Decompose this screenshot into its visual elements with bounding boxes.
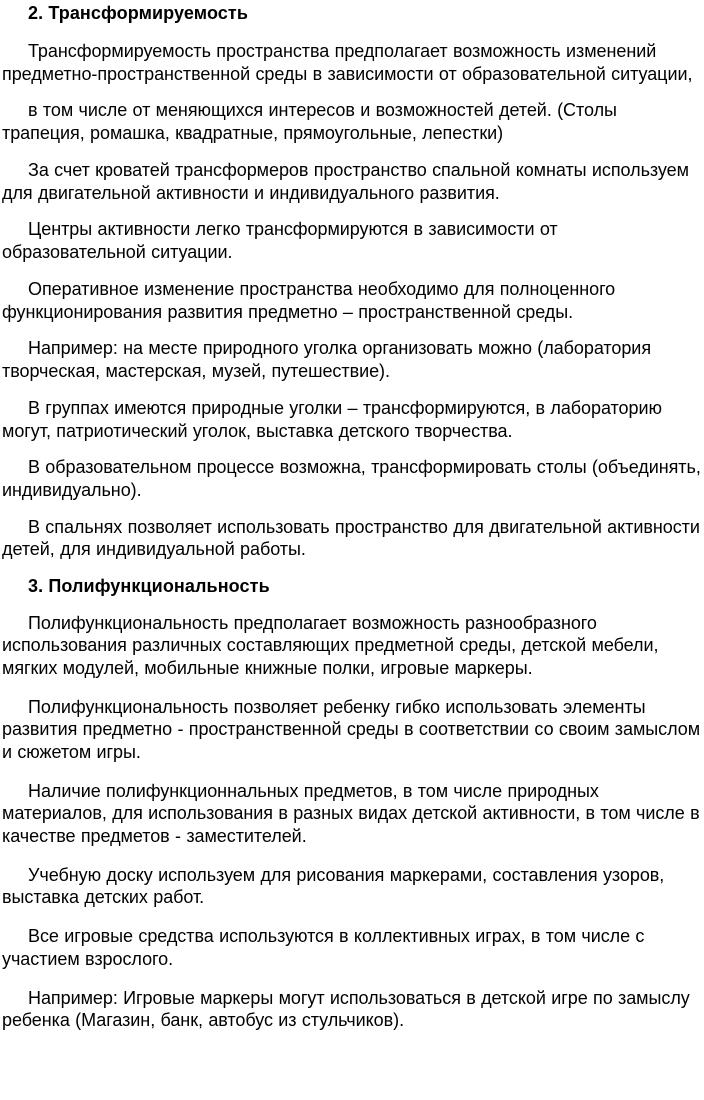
paragraph: Наличие полифункционнальных предметов, в том числе природных материалов, для использования в разных видах детской активности, в том числе в качестве предметов - заместителей.: [2, 780, 700, 846]
paragraph: Например: на месте природного уголка организовать можно (лаборатория творческая, мастерская, музей, путешествие).: [2, 338, 652, 382]
paragraph: В спальнях позволяет использовать пространство для двигательной активности детей, для индивидуальной работы.: [2, 516, 700, 560]
paragraph: Трансформируемость пространства предполагает возможность изменений предметно-пространственной среды в зависимости от образовательной ситуации,: [2, 41, 693, 84]
paragraph: За счет кроватей трансформеров пространство спальной комнаты используем для двигательной активности и индивидуального развития.: [2, 159, 689, 203]
paragraph: Учебную доску используем для рисования маркерами, составления узоров, выставка детских работ.: [2, 864, 665, 908]
paragraph: В группах имеются природные уголки – трансформируются, в лабораторию могут, патриотический уголок, выставка детского творчества.: [2, 397, 662, 441]
paragraph: Полифункциональность позволяет ребенку гибко использовать элементы развития предметно - пространственной среды в соответствии со своим замыслом и сюжетом игры.: [2, 696, 701, 762]
paragraph: в том числе от меняющихся интересов и возможностей детей. (Столы трапеция, ромашка, квадратные, прямоугольные, лепестки): [2, 100, 617, 144]
paragraph: Оперативное изменение пространства необходимо для полноценного функционирования развития предметно – пространственной среды.: [2, 278, 616, 322]
paragraph: Полифункциональность предполагает возможность разнообразного использования различных составляющих предметной среды, детской мебели, мягких модулей, мобильные книжные полки, игровые маркеры.: [2, 612, 659, 678]
section-multifunctionality: [2, 575, 702, 1032]
paragraph: Все игровые средства используются в коллективных играх, в том числе с участием взрослого.: [2, 926, 645, 969]
section-heading: 2. Трансформируемость: [28, 3, 248, 23]
section-transformability: [2, 2, 702, 561]
paragraph: Центры активности легко трансформируются в зависимости от образовательной ситуации.: [2, 219, 558, 263]
paragraph: В образовательном процессе возможна, трансформировать столы (объединять, индивидуально).: [2, 457, 701, 500]
section-heading: 3. Полифункциональность: [28, 576, 270, 597]
paragraph: Например: Игровые маркеры могут использоваться в детской игре по замыслу ребенка (Магазин, банк, автобус из стульчиков).: [2, 987, 690, 1031]
